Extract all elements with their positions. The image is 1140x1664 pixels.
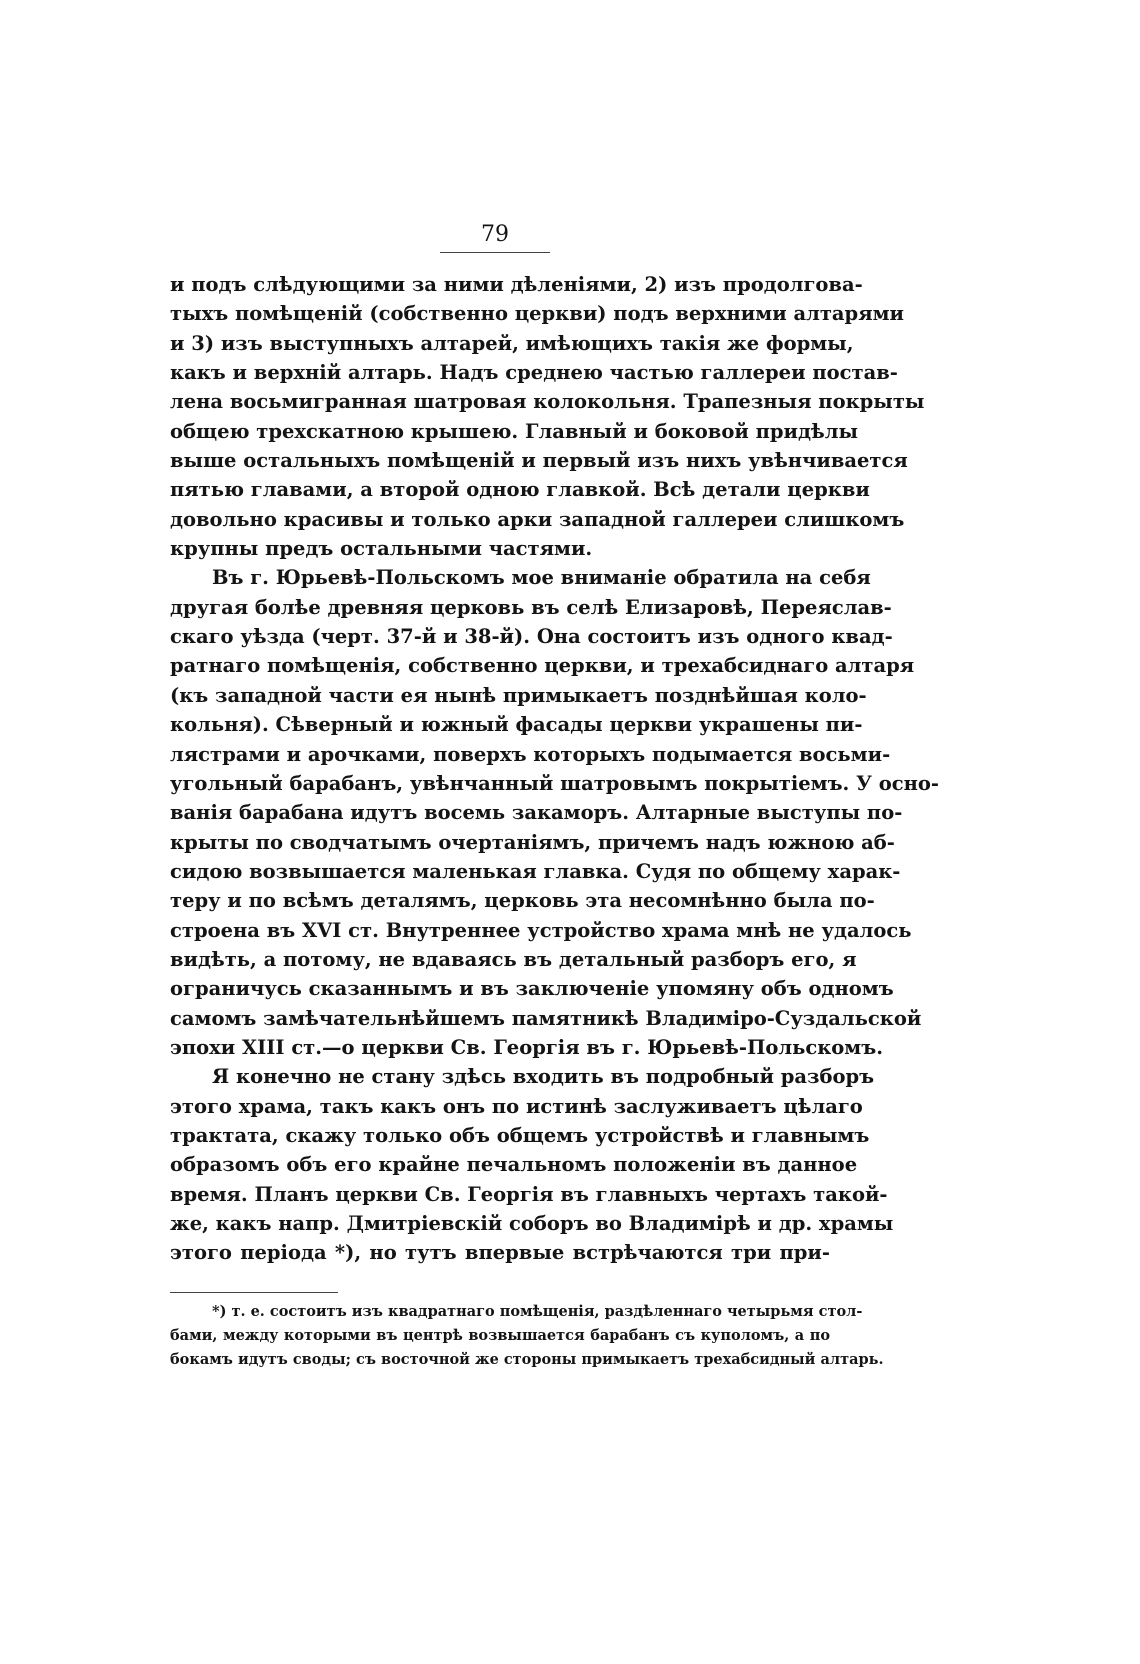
- text-line: самомъ замѣчательнѣйшемъ памятникѣ Владимiро-Суздальской: [170, 1006, 922, 1030]
- text-line: выше остальныхъ помѣщенiй и первый изъ нихъ увѣнчивается: [170, 449, 908, 473]
- footnote-line: *) т. е. состоитъ изъ квадратнаго помѣщенiя, раздѣленнаго четырьмя стол-: [212, 1303, 863, 1320]
- text-line: сидою возвышается маленькая главка. Судя по общему харак-: [170, 859, 901, 883]
- text-line: другая болѣе древняя церковь въ селѣ Елизаровѣ, Переяслав-: [170, 595, 892, 619]
- text-line: угольный барабанъ, увѣнчанный шатровымъ покрытiемъ. У осно-: [170, 771, 940, 795]
- text-line: пятью главами, а второй одною главкой. Всѣ детали церкви: [170, 478, 870, 502]
- text-line: теру и по всѣмъ деталямъ, церковь эта несомнѣнно была по-: [170, 889, 875, 913]
- footnote-line: бами, между которыми въ центрѣ возвышается барабанъ съ куполомъ, а по: [170, 1327, 830, 1344]
- text-line: эпохи XIII ст.—о церкви Св. Георгiя въ г. Юрьевѣ-Польскомъ.: [170, 1035, 883, 1059]
- text-line: этого перiода *), но тутъ впервые встрѣчаются три при-: [170, 1241, 830, 1265]
- text-line: и подъ слѣдующими за ними дѣленiями, 2) изъ продолгова-: [170, 273, 863, 296]
- text-line: ограничусь сказаннымъ и въ заключенiе упомяну объ одномъ: [170, 977, 894, 1001]
- text-line: Я конечно не стану здѣсь входить въ подробный разборъ: [212, 1065, 875, 1089]
- footnote-line: бокамъ идутъ своды; съ восточной же стороны примыкаетъ трехабсидный алтарь.: [170, 1351, 884, 1368]
- footnote: [170, 1300, 884, 1372]
- text-line: ванiя барабана идутъ восемь закаморъ. Алтарные выступы по-: [170, 801, 903, 825]
- text-line: этого храма, такъ какъ онъ по истинѣ заслуживаетъ цѣлаго: [170, 1094, 863, 1118]
- text-line: же, какъ напр. Дмитрiевскiй соборъ во Владимiрѣ и др. храмы: [170, 1212, 894, 1235]
- text-line: время. Планъ церкви Св. Георгiя въ главныхъ чертахъ такой-: [170, 1182, 888, 1206]
- text-line: крупны предъ остальными частями.: [170, 537, 593, 561]
- text-line: крыты по сводчатымъ очертанiямъ, причемъ надъ южною аб-: [170, 830, 895, 854]
- text-line: лена восьмигранная шатровая колокольня. Трапезныя покрыты: [170, 390, 925, 414]
- text-line: трактата, скажу только объ общемъ устройствѣ и главнымъ: [170, 1123, 870, 1147]
- text-line: общею трехскатною крышею. Главный и боковой придѣлы: [170, 419, 858, 443]
- body-text: [170, 270, 940, 1268]
- text-line: (къ западной части ея нынѣ примыкаетъ позднѣйшая коло-: [170, 683, 867, 707]
- text-line: Въ г. Юрьевѣ-Польскомъ мое вниманiе обратила на себя: [212, 566, 871, 590]
- text-line: строена въ XVI ст. Внутреннее устройство храма мнѣ не удалось: [170, 918, 912, 942]
- header-rule: [440, 252, 550, 253]
- text-line: ратнаго помѣщенiя, собственно церкви, и трехабсиднаго алтаря: [170, 654, 915, 678]
- text-line: довольно красивы и только арки западной галлереи слишкомъ: [170, 507, 905, 531]
- page-number: 79: [481, 222, 509, 247]
- text-line: кольня). Сѣверный и южный фасады церкви украшены пи-: [170, 713, 863, 737]
- footnote-rule: [170, 1292, 338, 1293]
- text-line: скаго уѣзда (черт. 37-й и 38-й). Она состоитъ изъ одного квад-: [170, 625, 893, 649]
- text-line: и 3) изъ выступныхъ алтарей, имѣющихъ такiя же формы,: [170, 331, 854, 355]
- text-line: тыхъ помѣщенiй (собственно церкви) подъ верхними алтарями: [170, 302, 905, 326]
- text-line: лястрами и арочками, поверхъ которыхъ подымается восьми-: [170, 742, 891, 766]
- text-line: образомъ объ его крайне печальномъ положенiи въ данное: [170, 1153, 858, 1177]
- text-line: видѣть, а потому, не вдаваясь въ детальный разборъ его, я: [170, 947, 857, 971]
- text-line: какъ и верхнiй алтарь. Надъ среднею частью галлереи постав-: [170, 361, 898, 385]
